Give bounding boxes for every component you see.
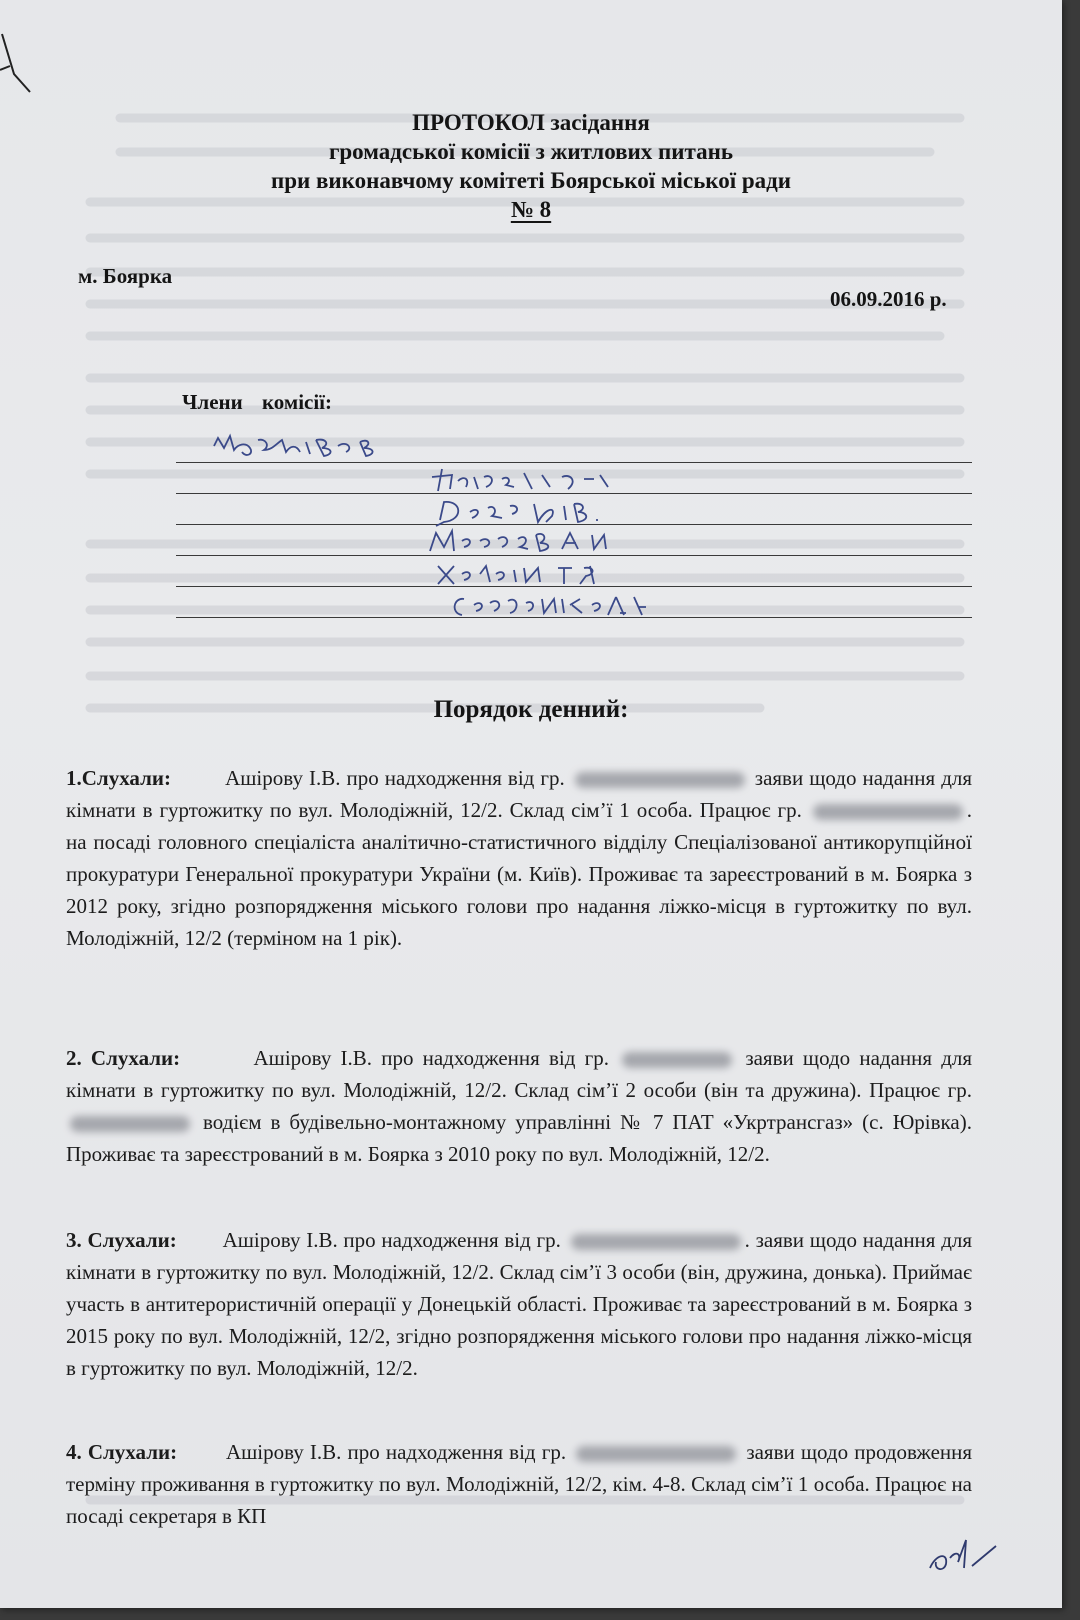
redacted-name [575, 772, 745, 788]
signature-line [176, 587, 972, 618]
item-label: 4. Слухали: [66, 1440, 178, 1464]
agenda-title: Порядок денний: [433, 696, 629, 723]
signature-line [176, 432, 972, 463]
protocol-title: ПРОТОКОЛ засідання [412, 110, 650, 135]
protocol-number: № 8 [510, 197, 552, 222]
agenda-item-2: 2. Слухали: Ашірову І.В. про надходження від гр. заяви щодо надання для кімнати в гуртожитку по вул. Молодіжній, 12/2. Склад сім’ї 2 особи (він та дружина). Працює гр. водієм в будівельно-монтажному управлінні № 7 ПАТ «Укртрансгаз» (с. Юрівка). Проживає та зареєстрований в м. Боярка з 2010 року по вул. Молодіжній, 12/2. [66, 1046, 973, 1166]
initials-mark [922, 1528, 1002, 1578]
item-label: 1.Слухали: [66, 766, 171, 790]
protocol-header [0, 108, 1062, 224]
signature-line [176, 525, 972, 556]
signature-line [176, 556, 972, 587]
handwritten-signature [176, 587, 436, 627]
committee-name: при виконавчому комітеті Боярської міської ради [270, 168, 792, 193]
pen-mark [0, 30, 40, 100]
date-label: 06.09.2016 р. [830, 287, 947, 311]
redacted-name [576, 1446, 736, 1462]
redacted-name [622, 1052, 732, 1068]
redacted-name [70, 1116, 190, 1132]
signature-line [176, 494, 972, 525]
signature-line [176, 463, 972, 494]
item-label: 2. Слухали: [66, 1046, 181, 1070]
signature-lines [176, 432, 972, 618]
agenda-item-1: 1.Слухали: Ашірову І.В. про надходження від гр. заяви щодо надання для кімнати в гуртожитку по вул. Молодіжній, 12/2. Склад сім’ї 1 особа. Працює гр. . на посаді головного спеціаліста аналітично-статистичного відділу Спеціалізованої антикорупційної прокуратури Генеральної прокуратури України (м. Київ). Проживає та зареєстрований в м. Боярка з 2012 року, згідно розпорядження міського голови про надання ліжко-місця в гуртожитку по вул. Молодіжній, 12/2 (терміном на 1 рік). [66, 766, 973, 950]
agenda-item-4: 4. Слухали: Ашірову І.В. про надходження від гр. заяви щодо продовження терміну проживання в гуртожитку по вул. Молодіжній, 12/2, кім. 4-8. Склад сім’ї 1 особа. Працює на посаді секретаря в КП [66, 1440, 973, 1528]
item-label: 3. Слухали: [66, 1228, 177, 1252]
redacted-name [813, 804, 963, 820]
members-label: Члени комісії: [182, 390, 333, 414]
city-label: м. Боярка [78, 264, 173, 288]
commission-name: громадської комісії з житлових питань [328, 139, 734, 164]
agenda-item-3: 3. Слухали: Ашірову І.В. про надходження від гр. . заяви щодо надання для кімнати в гуртожитку по вул. Молодіжній, 12/2. Склад сім’ї 3 особи (він, дружина, донька). Приймає участь в антитерористичній операції у Донецькій області. Проживає та зареєстрований в м. Боярка з 2015 року по вул. Молодіжній, 12/2, згідно розпорядження міського голови про надання ліжко-місця в гуртожитку по вул. Молодіжній, 12/2. [66, 1228, 973, 1380]
redacted-name [571, 1234, 741, 1250]
